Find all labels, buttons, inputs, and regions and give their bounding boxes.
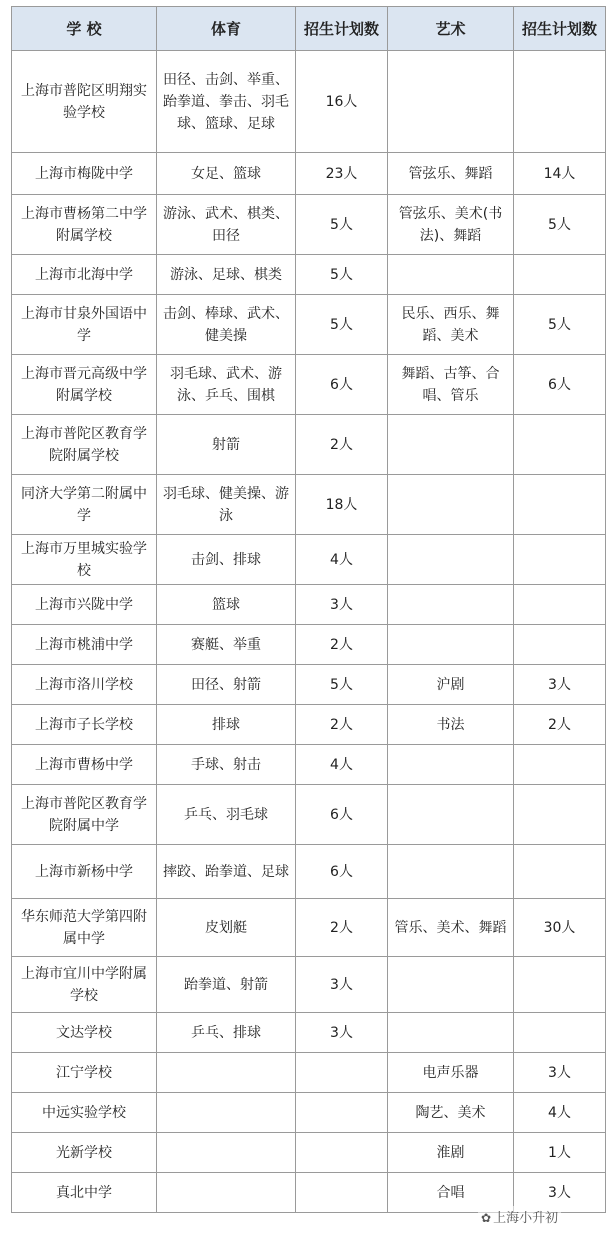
art-cell: 管弦乐、舞蹈 <box>388 153 514 195</box>
art-cell <box>388 957 514 1013</box>
sport-count-cell: 3人 <box>296 957 388 1013</box>
art-count-cell: 6人 <box>514 355 606 415</box>
art-count-cell: 2人 <box>514 705 606 745</box>
art-cell <box>388 745 514 785</box>
table-row <box>12 705 606 745</box>
art-count-cell <box>514 535 606 585</box>
art-count-cell <box>514 255 606 295</box>
table-row <box>12 475 606 535</box>
sport-cell: 乒乓、排球 <box>157 1013 296 1053</box>
sport-cell: 皮划艇 <box>157 899 296 957</box>
art-count-cell: 3人 <box>514 1173 606 1213</box>
sport-cell: 羽毛球、武术、游泳、乒乓、围棋 <box>157 355 296 415</box>
sport-cell: 摔跤、跆拳道、足球 <box>157 845 296 899</box>
table-row <box>12 195 606 255</box>
sport-count-cell <box>296 1093 388 1133</box>
art-count-cell <box>514 1013 606 1053</box>
school-cell: 华东师范大学第四附属中学 <box>12 899 157 957</box>
art-count-cell <box>514 51 606 153</box>
sport-cell: 跆拳道、射箭 <box>157 957 296 1013</box>
school-cell: 上海市宜川中学附属学校 <box>12 957 157 1013</box>
art-count-cell: 5人 <box>514 195 606 255</box>
art-count-cell <box>514 785 606 845</box>
school-cell: 上海市梅陇中学 <box>12 153 157 195</box>
art-cell: 舞蹈、古筝、合唱、管乐 <box>388 355 514 415</box>
school-cell: 上海市普陀区明翔实验学校 <box>12 51 157 153</box>
wechat-icon: ✿ <box>481 1211 492 1225</box>
school-cell: 上海市曹杨中学 <box>12 745 157 785</box>
table-row <box>12 899 606 957</box>
watermark <box>478 1206 561 1227</box>
art-cell <box>388 475 514 535</box>
table-row <box>12 355 606 415</box>
table-row <box>12 745 606 785</box>
art-cell: 书法 <box>388 705 514 745</box>
admissions-table <box>11 6 606 1213</box>
sport-cell: 羽毛球、健美操、游泳 <box>157 475 296 535</box>
school-cell: 江宁学校 <box>12 1053 157 1093</box>
sport-count-cell: 5人 <box>296 295 388 355</box>
sport-count-cell: 18人 <box>296 475 388 535</box>
watermark-text: 上海小升初 <box>493 1211 559 1226</box>
sport-cell: 女足、篮球 <box>157 153 296 195</box>
table-row <box>12 415 606 475</box>
table-row <box>12 1133 606 1173</box>
sport-count-cell: 2人 <box>296 705 388 745</box>
table-row <box>12 295 606 355</box>
school-cell: 上海市甘泉外国语中学 <box>12 295 157 355</box>
art-count-cell <box>514 845 606 899</box>
header-sport-count: 招生计划数 <box>296 7 388 51</box>
school-cell: 上海市北海中学 <box>12 255 157 295</box>
art-cell: 管弦乐、美术(书法)、舞蹈 <box>388 195 514 255</box>
sport-cell: 射箭 <box>157 415 296 475</box>
art-count-cell <box>514 585 606 625</box>
sport-cell <box>157 1093 296 1133</box>
sport-count-cell: 5人 <box>296 255 388 295</box>
art-cell <box>388 51 514 153</box>
art-cell: 淮剧 <box>388 1133 514 1173</box>
art-cell: 民乐、西乐、舞蹈、美术 <box>388 295 514 355</box>
art-cell <box>388 785 514 845</box>
art-count-cell: 14人 <box>514 153 606 195</box>
school-cell: 上海市普陀区教育学院附属中学 <box>12 785 157 845</box>
sport-cell: 击剑、排球 <box>157 535 296 585</box>
school-cell: 上海市曹杨第二中学附属学校 <box>12 195 157 255</box>
art-count-cell: 5人 <box>514 295 606 355</box>
sport-cell: 乒乓、羽毛球 <box>157 785 296 845</box>
school-cell: 中远实验学校 <box>12 1093 157 1133</box>
school-cell: 光新学校 <box>12 1133 157 1173</box>
table-row <box>12 845 606 899</box>
table-row <box>12 51 606 153</box>
table-row <box>12 1013 606 1053</box>
sport-count-cell: 6人 <box>296 785 388 845</box>
sport-cell: 篮球 <box>157 585 296 625</box>
table-row <box>12 585 606 625</box>
table-row <box>12 957 606 1013</box>
sport-cell: 排球 <box>157 705 296 745</box>
school-cell: 上海市新杨中学 <box>12 845 157 899</box>
sport-count-cell: 4人 <box>296 745 388 785</box>
table-row <box>12 153 606 195</box>
school-cell: 同济大学第二附属中学 <box>12 475 157 535</box>
art-cell: 电声乐器 <box>388 1053 514 1093</box>
art-cell <box>388 255 514 295</box>
art-cell <box>388 535 514 585</box>
school-cell: 上海市万里城实验学校 <box>12 535 157 585</box>
school-cell: 上海市普陀区教育学院附属学校 <box>12 415 157 475</box>
table-row <box>12 665 606 705</box>
sport-count-cell: 5人 <box>296 195 388 255</box>
school-cell: 上海市子长学校 <box>12 705 157 745</box>
sport-cell: 赛艇、举重 <box>157 625 296 665</box>
art-count-cell: 3人 <box>514 1053 606 1093</box>
sport-cell: 田径、击剑、举重、跆拳道、拳击、羽毛球、篮球、足球 <box>157 51 296 153</box>
school-cell: 真北中学 <box>12 1173 157 1213</box>
sport-cell <box>157 1173 296 1213</box>
table-row <box>12 785 606 845</box>
sport-count-cell <box>296 1173 388 1213</box>
sport-count-cell: 6人 <box>296 845 388 899</box>
sport-cell <box>157 1053 296 1093</box>
sport-count-cell: 5人 <box>296 665 388 705</box>
sport-count-cell: 3人 <box>296 585 388 625</box>
header-sport: 体育 <box>157 7 296 51</box>
art-count-cell: 3人 <box>514 665 606 705</box>
sport-count-cell: 4人 <box>296 535 388 585</box>
school-cell: 上海市晋元高级中学附属学校 <box>12 355 157 415</box>
sport-count-cell: 23人 <box>296 153 388 195</box>
sport-count-cell <box>296 1053 388 1093</box>
table-row <box>12 1053 606 1093</box>
header-art-count: 招生计划数 <box>514 7 606 51</box>
art-cell <box>388 415 514 475</box>
art-cell <box>388 585 514 625</box>
table-row <box>12 255 606 295</box>
header-row <box>12 7 606 51</box>
art-cell <box>388 1013 514 1053</box>
school-cell: 上海市兴陇中学 <box>12 585 157 625</box>
art-cell: 合唱 <box>388 1173 514 1213</box>
sport-count-cell: 3人 <box>296 1013 388 1053</box>
sport-count-cell: 2人 <box>296 899 388 957</box>
sport-cell: 田径、射箭 <box>157 665 296 705</box>
sport-cell: 击剑、棒球、武术、健美操 <box>157 295 296 355</box>
art-count-cell <box>514 475 606 535</box>
school-cell: 文达学校 <box>12 1013 157 1053</box>
art-count-cell: 1人 <box>514 1133 606 1173</box>
sport-count-cell: 2人 <box>296 625 388 665</box>
table-row <box>12 1093 606 1133</box>
art-count-cell <box>514 625 606 665</box>
header-art: 艺术 <box>388 7 514 51</box>
art-count-cell <box>514 957 606 1013</box>
sport-cell: 手球、射击 <box>157 745 296 785</box>
sport-cell: 游泳、武术、棋类、田径 <box>157 195 296 255</box>
sport-cell <box>157 1133 296 1173</box>
sport-count-cell <box>296 1133 388 1173</box>
art-count-cell <box>514 415 606 475</box>
sport-cell: 游泳、足球、棋类 <box>157 255 296 295</box>
sport-count-cell: 16人 <box>296 51 388 153</box>
art-cell <box>388 845 514 899</box>
art-cell <box>388 625 514 665</box>
header-school: 学 校 <box>12 7 157 51</box>
table-row <box>12 625 606 665</box>
school-cell: 上海市桃浦中学 <box>12 625 157 665</box>
art-count-cell: 4人 <box>514 1093 606 1133</box>
table-row <box>12 535 606 585</box>
school-cell: 上海市洛川学校 <box>12 665 157 705</box>
art-count-cell: 30人 <box>514 899 606 957</box>
art-count-cell <box>514 745 606 785</box>
sport-count-cell: 6人 <box>296 355 388 415</box>
art-cell: 沪剧 <box>388 665 514 705</box>
art-cell: 陶艺、美术 <box>388 1093 514 1133</box>
sport-count-cell: 2人 <box>296 415 388 475</box>
art-cell: 管乐、美术、舞蹈 <box>388 899 514 957</box>
